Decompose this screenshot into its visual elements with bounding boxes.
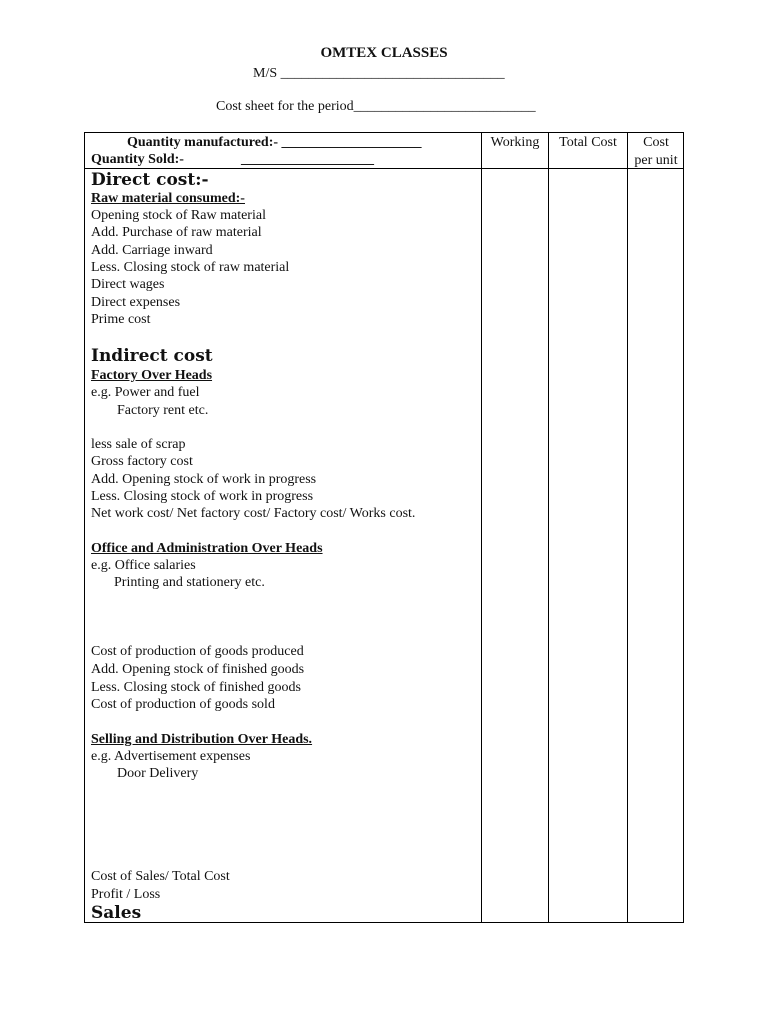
- production-item: Cost of production of goods produced: [91, 644, 304, 659]
- col-working: Working: [490, 135, 540, 150]
- institute-title: OMTEX CLASSES: [320, 45, 448, 61]
- factory-overheads-heading: Factory Over Heads: [91, 368, 213, 383]
- factory-item: Add. Opening stock of work in progress: [91, 472, 317, 487]
- production-item: Add. Opening stock of finished goods: [91, 662, 305, 677]
- direct-item: Opening stock of Raw material: [91, 208, 266, 223]
- factory-item: Net work cost/ Net factory cost/ Factory cost/ Works cost.: [91, 506, 416, 521]
- direct-cost-heading: Direct cost:-: [91, 170, 209, 190]
- factory-item: Less. Closing stock of work in progress: [91, 489, 314, 504]
- direct-item: Less. Closing stock of raw material: [91, 260, 290, 275]
- office-example: e.g. Office salaries: [91, 558, 196, 573]
- selling-overheads-heading: Selling and Distribution Over Heads.: [91, 732, 313, 747]
- period-line: Cost sheet for the period__________________________: [216, 99, 536, 114]
- footer-item: Profit / Loss: [91, 887, 161, 902]
- col-total-cost: Total Cost: [559, 135, 617, 150]
- factory-item: less sale of scrap: [91, 437, 186, 452]
- production-item: Less. Closing stock of finished goods: [91, 680, 301, 695]
- direct-item: Add. Purchase of raw material: [91, 225, 262, 240]
- sales-heading: Sales: [91, 903, 142, 923]
- indirect-cost-heading: Indirect cost: [91, 346, 213, 366]
- quantity-sold-blank: ___________________: [241, 152, 374, 167]
- factory-example: e.g. Power and fuel: [91, 385, 200, 400]
- office-example: Printing and stationery etc.: [114, 575, 265, 590]
- factory-example: Factory rent etc.: [117, 403, 209, 418]
- factory-item: Gross factory cost: [91, 454, 193, 469]
- selling-example: e.g. Advertisement expenses: [91, 749, 251, 764]
- direct-item: Prime cost: [91, 312, 151, 327]
- header-row-divider: [84, 168, 684, 169]
- direct-item: Direct expenses: [91, 295, 181, 310]
- column-divider-total: [548, 132, 549, 923]
- direct-item: Direct wages: [91, 277, 165, 292]
- ms-line: M/S ________________________________: [253, 66, 505, 81]
- column-divider-cost: [627, 132, 628, 923]
- col-cost: Cost: [643, 135, 669, 150]
- column-divider-working: [481, 132, 482, 923]
- col-per-unit: per unit: [634, 153, 678, 168]
- footer-item: Cost of Sales/ Total Cost: [91, 869, 230, 884]
- office-overheads-heading: Office and Administration Over Heads: [91, 541, 323, 556]
- raw-material-heading: Raw material consumed:-: [91, 191, 245, 206]
- production-item: Cost of production of goods sold: [91, 697, 275, 712]
- quantity-manufactured: Quantity manufactured:- ____________________: [127, 135, 422, 150]
- direct-item: Add. Carriage inward: [91, 243, 213, 258]
- quantity-sold-label: Quantity Sold:-: [91, 152, 184, 167]
- selling-example: Door Delivery: [117, 766, 199, 781]
